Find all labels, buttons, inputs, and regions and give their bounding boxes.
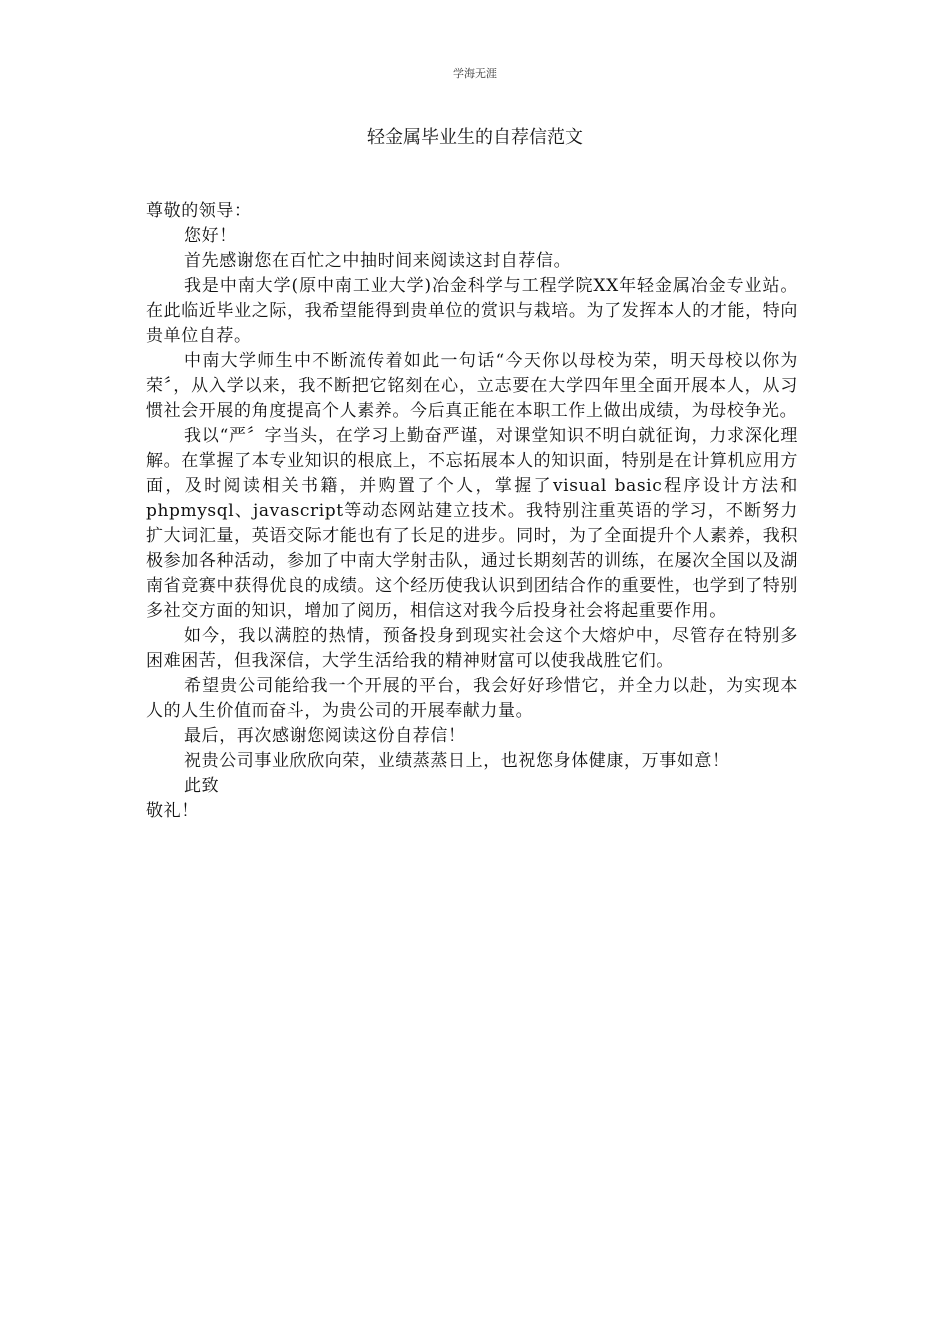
- paragraph-5: 如今，我以满腔的热情，预备投身到现实社会这个大熔炉中，尽管存在特别多困难困苦，但我深信，大学生活给我的精神财富可以使我战胜它们。: [146, 626, 798, 671]
- paragraph-8: 祝贵公司事业欣欣向荣，业绩蒸蒸日上，也祝您身体健康，万事如意！: [184, 751, 730, 771]
- paragraph-2: 我是中南大学(原中南工业大学)冶金科学与工程学院XX年轻金属冶金专业站。在此临近毕业之际，我希望能得到贵单位的赏识与栽培。为了发挥本人的才能，特向贵单位自荐。: [146, 276, 798, 346]
- greeting: 您好！: [184, 226, 237, 246]
- regards: 敬礼！: [146, 801, 199, 821]
- closing: 此致: [184, 776, 220, 796]
- salutation: 尊敬的领导：: [146, 201, 252, 221]
- paragraph-6: 希望贵公司能给我一个开展的平台，我会好好珍惜它，并全力以赴，为实现本人的人生价值而奋斗，为贵公司的开展奉献力量。: [146, 676, 798, 721]
- paragraph-7: 最后，再次感谢您阅读这份自荐信！: [184, 726, 466, 746]
- paragraph-3: 中南大学师生中不断流传着如此一句话“今天你以母校为荣，明天母校以你为荣〞，从入学以来，我不断把它铭刻在心，立志要在大学四年里全面开展本人，从习惯社会开展的角度提高个人素养。今后真正能在本职工作上做出成绩，为母校争光。: [146, 351, 798, 421]
- paragraph-4: 我以“严〞字当头，在学习上勤奋严谨，对课堂知识不明白就征询，力求深化理解。在掌握了本专业知识的根底上，不忘拓展本人的知识面，特别是在计算机应用方面，及时阅读相关书籍，并购置了个人，掌握了visual basic程序设计方法和phpmysql、javascript等动态网站建立技术。我特别注重英语的学习，不断努力扩大词汇量，英语交际才能也有了长足的进步。同时，为了全面提升个人素养，我积极参加各种活动，参加了中南大学射击队，通过长期刻苦的训练，在屡次全国以及湖南省竞赛中获得优良的成绩。这个经历使我认识到团结合作的重要性，也学到了特别多社交方面的知识，增加了阅历，相信这对我今后投身社会将起重要作用。: [146, 426, 798, 621]
- paragraph-1: 首先感谢您在百忙之中抽时间来阅读这封自荐信。: [184, 251, 572, 271]
- page-header: 学海无涯: [453, 67, 497, 80]
- document-title: 轻金属毕业生的自荐信范文: [367, 127, 583, 148]
- letter-body: [146, 199, 798, 824]
